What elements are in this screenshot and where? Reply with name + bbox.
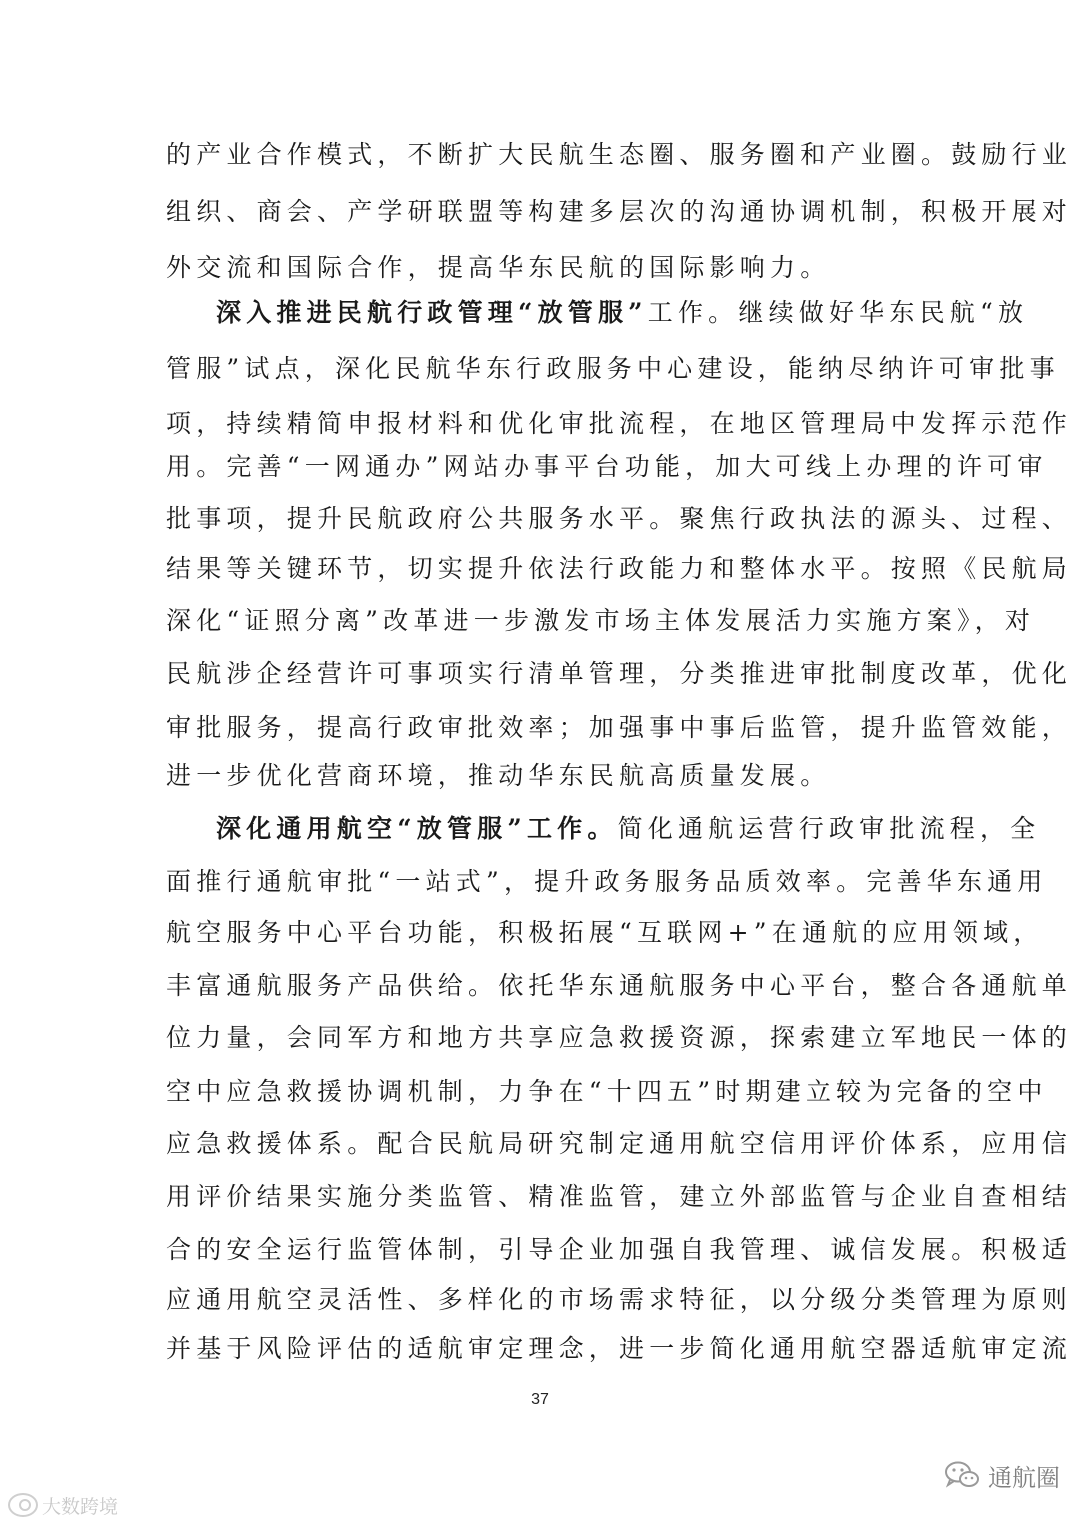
watermark-left — [8, 1490, 118, 1520]
text-line: 合的安全运行监管体制，引导企业加强自我管理、诚信发展。积极适 — [166, 1235, 1073, 1264]
text-line: 应通用航空灵活性、多样化的市场需求特征，以分级分类管理为原则 — [166, 1285, 1073, 1314]
logo-ring-icon — [8, 1493, 38, 1517]
text-line: 项，持续精简申报材料和优化审批流程，在地区管理局中发挥示范作 — [166, 409, 1073, 438]
wechat-icon — [944, 1460, 980, 1490]
page-number: 37 — [531, 1391, 549, 1408]
text-line: 并基于风险评估的适航审定理念，进一步简化通用航空器适航审定流 — [166, 1334, 1073, 1363]
text-line: 管服”试点，深化民航华东行政服务中心建设，能纳尽纳许可审批事 — [166, 354, 1060, 383]
text-line: 结果等关键环节，切实提升依法行政能力和整体水平。按照《民航局 — [166, 554, 1073, 583]
text-line: 位力量，会同军方和地方共享应急救援资源，探索建立军地民一体的 — [166, 1023, 1073, 1052]
section-heading: 深入推进民航行政管理“放管服” — [216, 298, 648, 327]
text-line: 深化“证照分离”改革进一步激发市场主体发展活力实施方案》，对 — [166, 606, 1036, 635]
text-line: 丰富通航服务产品供给。依托华东通航服务中心平台，整合各通航单 — [166, 971, 1073, 1000]
text-line: 用评价结果实施分类监管、精准监管，建立外部监管与企业自查相结 — [166, 1182, 1073, 1211]
watermark-left-text: 大数跨境 — [42, 1495, 119, 1518]
text-line: 民航涉企经营许可事项实行清单管理，分类推进审批制度改革，优化 — [166, 659, 1073, 688]
text-line: 进一步优化营商环境，推动华东民航高质量发展。 — [166, 761, 831, 790]
text-line: 审批服务，提高行政审批效率；加强事中事后监管，提升监管效能， — [166, 713, 1073, 742]
text-line: 面推行通航审批“一站式”，提升政务服务品质效率。完善华东通用 — [166, 867, 1048, 896]
watermark-right-text: 通航圈 — [988, 1463, 1060, 1492]
text-line: 组织、商会、产学研联盟等构建多层次的沟通协调机制，积极开展对 — [166, 197, 1073, 226]
text-line: 应急救援体系。配合民航局研究制定通用航空信用评价体系，应用信 — [166, 1129, 1073, 1158]
text-line: 工作。继续做好华东民航“放 — [647, 298, 1029, 327]
section-heading: 深化通用航空“放管服”工作。 — [216, 814, 618, 843]
paragraph-line-with-heading — [216, 813, 1040, 845]
text-line: 用。完善“一网通办”网站办事平台功能，加大可线上办理的许可审 — [166, 452, 1048, 481]
text-line: 批事项，提升民航政府公共服务水平。聚焦行政执法的源头、过程、 — [166, 504, 1073, 533]
text-line: 航空服务中心平台功能，积极拓展“互联网+”在通航的应用领域， — [166, 918, 1044, 947]
text-line: 的产业合作模式，不断扩大民航生态圈、服务圈和产业圈。鼓励行业 — [166, 140, 1073, 169]
paragraph-line-with-heading — [216, 297, 1028, 329]
text-line: 简化通航运营行政审批流程，全 — [617, 814, 1041, 843]
text-line: 外交流和国际合作，提高华东民航的国际影响力。 — [166, 253, 831, 282]
watermark-right — [944, 1458, 1060, 1492]
text-line: 空中应急救援协调机制，力争在“十四五”时期建立较为完备的空中 — [166, 1077, 1048, 1106]
